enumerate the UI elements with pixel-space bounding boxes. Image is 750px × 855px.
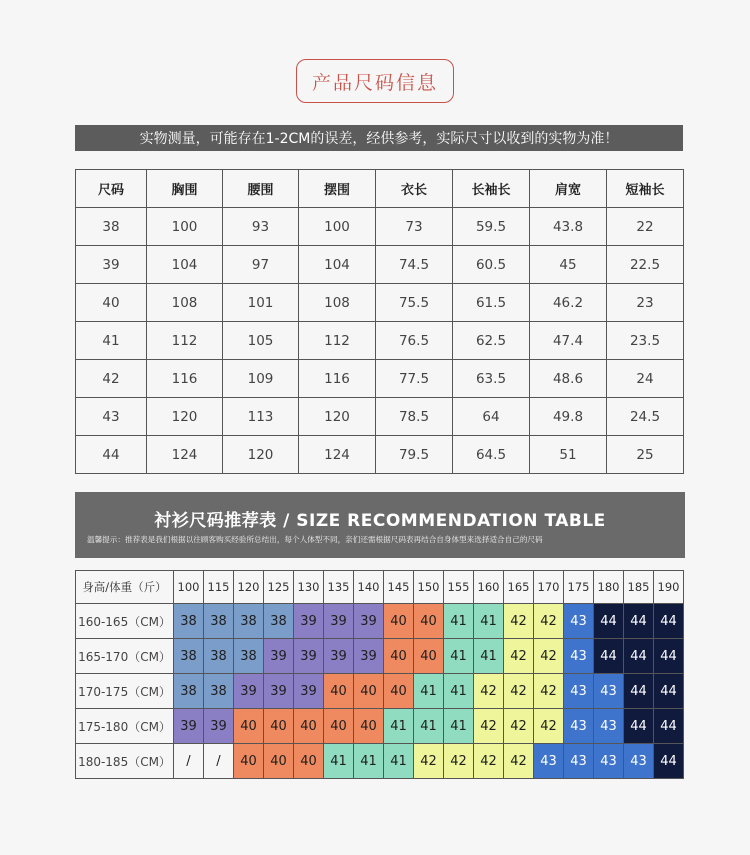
size-table-row xyxy=(76,208,684,246)
recommended-size-cell: 44 xyxy=(624,674,654,709)
height-row xyxy=(76,744,684,779)
recommended-size-cell: 40 xyxy=(294,709,324,744)
recommended-size-cell: 40 xyxy=(384,674,414,709)
size-table-cell: 100 xyxy=(147,208,223,246)
size-table-cell: 43.8 xyxy=(530,208,607,246)
recommended-size-cell: 42 xyxy=(414,744,444,779)
recommended-size-cell: 41 xyxy=(384,744,414,779)
size-table-cell: 22.5 xyxy=(607,246,684,284)
size-table-cell: 64.5 xyxy=(453,436,530,474)
size-table-cell: 120 xyxy=(147,398,223,436)
size-table-cell: 116 xyxy=(147,360,223,398)
weight-header-cell: 135 xyxy=(324,571,354,604)
recommended-size-cell: 38 xyxy=(174,674,204,709)
recommended-size-cell: 41 xyxy=(444,709,474,744)
size-table-cell: 44 xyxy=(76,436,147,474)
size-table-cell: 60.5 xyxy=(453,246,530,284)
height-range-label: 175-180（CM） xyxy=(76,709,174,744)
recommended-size-cell: 39 xyxy=(264,674,294,709)
size-table-cell: 77.5 xyxy=(376,360,453,398)
recommended-size-cell: 39 xyxy=(204,709,234,744)
size-table-cell: 124 xyxy=(299,436,376,474)
size-table-header-row xyxy=(76,170,684,208)
size-table-header-cell: 腰围 xyxy=(223,170,299,208)
size-table-cell: 104 xyxy=(147,246,223,284)
recommended-size-cell: 42 xyxy=(504,674,534,709)
size-table-row xyxy=(76,436,684,474)
recommended-size-cell: 42 xyxy=(534,604,564,639)
recommendation-header-row xyxy=(76,571,684,604)
size-table-cell: 62.5 xyxy=(453,322,530,360)
recommended-size-cell: 40 xyxy=(384,604,414,639)
recommended-size-cell: 43 xyxy=(564,674,594,709)
size-table-cell: 24.5 xyxy=(607,398,684,436)
recommended-size-cell: 42 xyxy=(534,639,564,674)
recommended-size-cell: 39 xyxy=(294,674,324,709)
size-table-cell: 51 xyxy=(530,436,607,474)
weight-header-cell: 155 xyxy=(444,571,474,604)
recommendation-title: 衬衫尺码推荐表 / SIZE RECOMMENDATION TABLE xyxy=(154,511,606,531)
weight-header-cell: 140 xyxy=(354,571,384,604)
recommended-size-cell: 38 xyxy=(264,604,294,639)
size-table-cell: 109 xyxy=(223,360,299,398)
recommended-size-cell: 39 xyxy=(264,639,294,674)
size-table-cell: 23.5 xyxy=(607,322,684,360)
size-table-row xyxy=(76,398,684,436)
height-range-label: 180-185（CM） xyxy=(76,744,174,779)
height-range-label: 165-170（CM） xyxy=(76,639,174,674)
weight-header-cell: 120 xyxy=(234,571,264,604)
size-table-row xyxy=(76,360,684,398)
height-row xyxy=(76,674,684,709)
size-table-cell: 100 xyxy=(299,208,376,246)
size-table-cell: 79.5 xyxy=(376,436,453,474)
size-table-cell: 97 xyxy=(223,246,299,284)
recommended-size-cell: 39 xyxy=(294,604,324,639)
size-table-cell: 116 xyxy=(299,360,376,398)
recommended-size-cell: 43 xyxy=(564,604,594,639)
recommended-size-cell: 39 xyxy=(174,709,204,744)
recommended-size-cell: 38 xyxy=(204,604,234,639)
recommended-size-cell: 39 xyxy=(234,674,264,709)
weight-header-cell: 180 xyxy=(594,571,624,604)
size-table-cell: 120 xyxy=(299,398,376,436)
recommended-size-cell: 41 xyxy=(354,744,384,779)
size-table-cell: 76.5 xyxy=(376,322,453,360)
weight-header-cell: 145 xyxy=(384,571,414,604)
recommended-size-cell: 43 xyxy=(594,709,624,744)
recommended-size-cell: 39 xyxy=(354,604,384,639)
size-table-header-cell: 短袖长 xyxy=(607,170,684,208)
recommended-size-cell: 38 xyxy=(174,639,204,674)
recommended-size-cell: 40 xyxy=(324,674,354,709)
recommended-size-cell: 38 xyxy=(234,604,264,639)
recommendation-table xyxy=(75,570,684,779)
size-table-cell: 59.5 xyxy=(453,208,530,246)
recommended-size-cell: 39 xyxy=(294,639,324,674)
recommended-size-cell: 40 xyxy=(354,674,384,709)
recommended-size-cell: 38 xyxy=(174,604,204,639)
size-table-cell: 43 xyxy=(76,398,147,436)
weight-header-cell: 100 xyxy=(174,571,204,604)
size-table-cell: 73 xyxy=(376,208,453,246)
recommended-size-cell: 42 xyxy=(474,674,504,709)
size-table-header-cell: 衣长 xyxy=(376,170,453,208)
recommended-size-cell: 42 xyxy=(534,709,564,744)
recommended-size-cell: 42 xyxy=(504,709,534,744)
recommended-size-cell: 41 xyxy=(324,744,354,779)
recommended-size-cell: 44 xyxy=(594,639,624,674)
recommended-size-cell: 40 xyxy=(324,709,354,744)
recommended-size-cell: 42 xyxy=(474,709,504,744)
recommended-size-cell: 44 xyxy=(654,604,684,639)
size-table-cell: 120 xyxy=(223,436,299,474)
size-table-row xyxy=(76,322,684,360)
size-table-cell: 23 xyxy=(607,284,684,322)
recommendation-header xyxy=(75,492,685,558)
weight-header-cell: 190 xyxy=(654,571,684,604)
recommended-size-cell: 42 xyxy=(474,744,504,779)
recommended-size-cell: 38 xyxy=(204,674,234,709)
size-table-cell: 48.6 xyxy=(530,360,607,398)
size-table-header-cell: 长袖长 xyxy=(453,170,530,208)
recommended-size-cell: 40 xyxy=(264,744,294,779)
recommended-size-cell: 42 xyxy=(534,674,564,709)
recommended-size-cell: 41 xyxy=(474,604,504,639)
size-table-cell: 61.5 xyxy=(453,284,530,322)
weight-header-cell: 125 xyxy=(264,571,294,604)
size-table-header-cell: 肩宽 xyxy=(530,170,607,208)
recommended-size-cell: 40 xyxy=(264,709,294,744)
recommended-size-cell: 43 xyxy=(564,744,594,779)
recommended-size-cell: 43 xyxy=(564,709,594,744)
recommended-size-cell: 41 xyxy=(444,674,474,709)
weight-header-cell: 170 xyxy=(534,571,564,604)
size-table-cell: 42 xyxy=(76,360,147,398)
size-table-header-cell: 胸围 xyxy=(147,170,223,208)
weight-header-cell: 175 xyxy=(564,571,594,604)
recommendation-corner-label: 身高/体重（斤） xyxy=(76,571,174,604)
recommendation-tip: 温馨提示：推荐表是我们根据以往顾客购买经验所总结出，每个人体型不同，亲们还需根据尺码表再结合自身体型来选择适合自己的尺码 xyxy=(87,535,543,544)
size-table-cell: 112 xyxy=(299,322,376,360)
size-table-cell: 105 xyxy=(223,322,299,360)
recommended-size-cell: / xyxy=(174,744,204,779)
recommended-size-cell: 44 xyxy=(624,709,654,744)
recommended-size-cell: / xyxy=(204,744,234,779)
size-table-cell: 22 xyxy=(607,208,684,246)
recommended-size-cell: 43 xyxy=(564,639,594,674)
recommended-size-cell: 44 xyxy=(654,674,684,709)
recommended-size-cell: 40 xyxy=(294,744,324,779)
recommended-size-cell: 42 xyxy=(444,744,474,779)
recommended-size-cell: 39 xyxy=(324,639,354,674)
recommended-size-cell: 41 xyxy=(384,709,414,744)
recommended-size-cell: 40 xyxy=(234,744,264,779)
recommended-size-cell: 43 xyxy=(594,674,624,709)
recommended-size-cell: 43 xyxy=(624,744,654,779)
recommended-size-cell: 41 xyxy=(444,639,474,674)
size-table-header-cell: 摆围 xyxy=(299,170,376,208)
size-table-cell: 113 xyxy=(223,398,299,436)
recommended-size-cell: 44 xyxy=(654,744,684,779)
recommended-size-cell: 43 xyxy=(534,744,564,779)
recommended-size-cell: 40 xyxy=(414,604,444,639)
size-table-cell: 63.5 xyxy=(453,360,530,398)
recommended-size-cell: 44 xyxy=(654,639,684,674)
recommended-size-cell: 44 xyxy=(594,604,624,639)
recommended-size-cell: 39 xyxy=(354,639,384,674)
size-table-header-cell: 尺码 xyxy=(76,170,147,208)
size-table-cell: 104 xyxy=(299,246,376,284)
recommended-size-cell: 38 xyxy=(234,639,264,674)
size-table-cell: 49.8 xyxy=(530,398,607,436)
height-row xyxy=(76,709,684,744)
size-table-cell: 24 xyxy=(607,360,684,398)
recommended-size-cell: 39 xyxy=(324,604,354,639)
size-table-cell: 41 xyxy=(76,322,147,360)
size-table-cell: 108 xyxy=(299,284,376,322)
recommended-size-cell: 40 xyxy=(234,709,264,744)
recommended-size-cell: 41 xyxy=(414,674,444,709)
recommended-size-cell: 42 xyxy=(504,604,534,639)
recommended-size-cell: 44 xyxy=(654,709,684,744)
weight-header-cell: 130 xyxy=(294,571,324,604)
size-table-cell: 75.5 xyxy=(376,284,453,322)
height-row xyxy=(76,604,684,639)
size-table-row xyxy=(76,246,684,284)
recommended-size-cell: 38 xyxy=(204,639,234,674)
weight-header-cell: 115 xyxy=(204,571,234,604)
recommended-size-cell: 43 xyxy=(594,744,624,779)
size-table-cell: 46.2 xyxy=(530,284,607,322)
size-table-cell: 124 xyxy=(147,436,223,474)
size-table xyxy=(75,169,684,474)
size-table-cell: 101 xyxy=(223,284,299,322)
size-table-cell: 112 xyxy=(147,322,223,360)
recommended-size-cell: 41 xyxy=(444,604,474,639)
size-table-cell: 108 xyxy=(147,284,223,322)
recommended-size-cell: 42 xyxy=(504,744,534,779)
recommended-size-cell: 40 xyxy=(414,639,444,674)
recommended-size-cell: 44 xyxy=(624,604,654,639)
height-range-label: 170-175（CM） xyxy=(76,674,174,709)
recommended-size-cell: 41 xyxy=(474,639,504,674)
weight-header-cell: 165 xyxy=(504,571,534,604)
size-table-cell: 45 xyxy=(530,246,607,284)
size-table-cell: 40 xyxy=(76,284,147,322)
size-table-cell: 47.4 xyxy=(530,322,607,360)
weight-header-cell: 185 xyxy=(624,571,654,604)
page-title: 产品尺码信息 xyxy=(296,59,454,103)
measurement-note: 实物测量，可能存在1-2CM的误差，经供参考，实际尺寸以收到的实物为准！ xyxy=(75,125,683,151)
size-table-cell: 78.5 xyxy=(376,398,453,436)
size-table-row xyxy=(76,284,684,322)
size-table-cell: 25 xyxy=(607,436,684,474)
size-table-cell: 39 xyxy=(76,246,147,284)
weight-header-cell: 150 xyxy=(414,571,444,604)
weight-header-cell: 160 xyxy=(474,571,504,604)
height-range-label: 160-165（CM） xyxy=(76,604,174,639)
recommended-size-cell: 40 xyxy=(384,639,414,674)
recommended-size-cell: 41 xyxy=(414,709,444,744)
recommended-size-cell: 42 xyxy=(504,639,534,674)
recommended-size-cell: 40 xyxy=(354,709,384,744)
size-table-cell: 38 xyxy=(76,208,147,246)
size-table-cell: 93 xyxy=(223,208,299,246)
height-row xyxy=(76,639,684,674)
size-table-cell: 64 xyxy=(453,398,530,436)
recommended-size-cell: 44 xyxy=(624,639,654,674)
size-table-cell: 74.5 xyxy=(376,246,453,284)
